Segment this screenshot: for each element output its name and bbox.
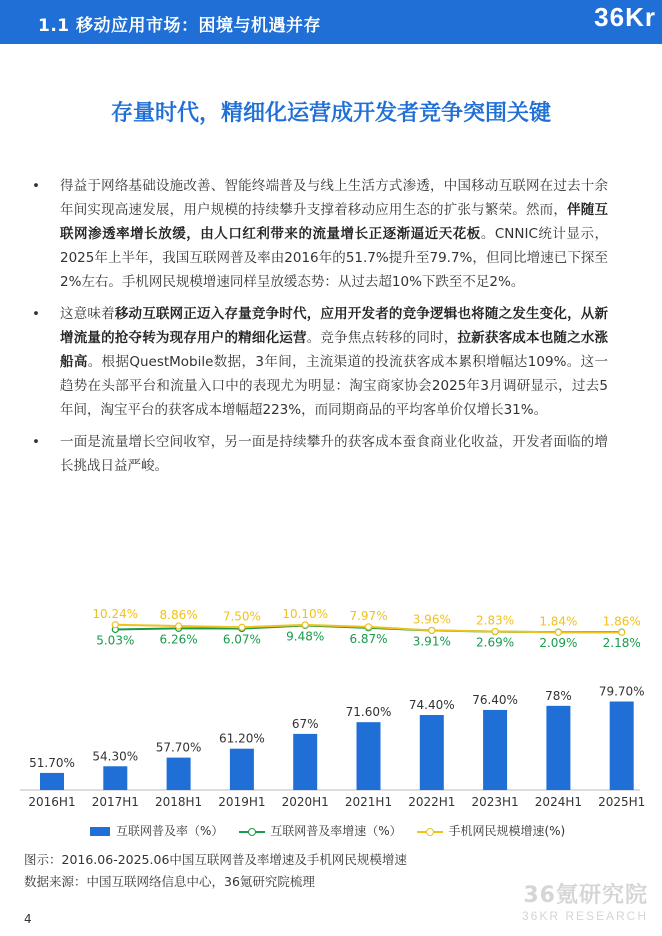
bullet-dot-icon: •: [32, 434, 40, 450]
mobile-growth-marker: [619, 629, 625, 635]
chart-caption: 图示：2016.06-2025.06中国互联网普及率增速及手机网民规模增速: [24, 852, 407, 867]
mobile-growth-marker: [366, 624, 372, 630]
bullet-segment: 一面是流量增长空间收窄，另一面是持续攀升的获客成本蚕食商业化收益，开发者面临的增长挑战日益严峻。: [60, 434, 608, 474]
legend-label: 手机网民规模增速(%): [448, 824, 566, 838]
mobile-growth-label: 3.96%: [412, 612, 451, 627]
bullet-dot-icon: •: [32, 178, 40, 194]
legend-bar-swatch: [90, 827, 110, 836]
mobile-growth-label: 10.10%: [282, 606, 329, 621]
x-tick-label: 2021H1: [344, 795, 393, 809]
legend-item-mobile-growth: [417, 822, 565, 839]
bar: [40, 773, 64, 790]
x-tick-label: 2016H1: [28, 795, 76, 809]
bar-data-label: 79.70%: [598, 684, 645, 699]
x-tick-label: 2022H1: [408, 795, 456, 809]
36kr-research-watermark: [522, 878, 648, 923]
bullet-text: [60, 434, 608, 474]
bar: [103, 766, 127, 790]
chart: [0, 596, 662, 846]
mobile-growth-label: 1.86%: [602, 614, 641, 629]
bullet-segment: 得益于网络基础设施改善、智能终端普及与线上生活方式渗透，中国移动互联网在过去十余年间实现高速发展，用户规模的持续攀升支撑着移动应用生态的扩张与繁荣。然而，: [60, 178, 608, 218]
36kr-logo: 36Kr: [594, 2, 656, 32]
bar-data-label: 61.20%: [219, 731, 265, 746]
bullet-emphasis: 移动互联网正迈入存量竞争时代，应用开发者的竞争逻辑也将随之发生变化，从新增流量的抢夺转为现存用户的精细化运营: [60, 306, 609, 346]
bullet-item: [32, 430, 608, 478]
mobile-growth-label: 2.83%: [476, 613, 515, 628]
bullet-segment: 。根据QuestMobile数据，3年间，主流渠道的投流获客成本累积增幅达109%。这一趋势在头部平台和流量入口中的表现尤为明显：淘宝商家协会2025年3月调研显示，过去5年间，淘宝平台的获客成本增幅超223%，而同期商品的平均客单价仅增长31%。: [60, 354, 608, 418]
bar: [293, 734, 317, 790]
top-banner: [0, 0, 662, 44]
bar-data-label: 54.30%: [92, 749, 139, 764]
bar-data-label: 76.40%: [472, 692, 518, 707]
bullet-segment: 这意味着: [60, 306, 115, 322]
mobile-growth-marker: [239, 624, 245, 630]
section-title: 1.1 移动应用市场：困境与机遇并存: [38, 16, 322, 36]
x-tick-label: 2017H1: [91, 795, 139, 809]
x-tick-label: 2020H1: [281, 795, 329, 809]
x-tick-label: 2019H1: [218, 795, 266, 809]
legend-yellow-line-swatch: [417, 827, 443, 836]
x-tick-label: 2024H1: [534, 795, 583, 809]
bar-data-label: 51.70%: [29, 755, 75, 770]
mobile-growth-label: 7.50%: [222, 609, 261, 624]
chart-svg: [0, 596, 662, 821]
mobile-growth-marker: [176, 623, 182, 629]
legend-label: 互联网普及率（%）: [116, 824, 224, 838]
mobile-growth-label: 8.86%: [159, 608, 198, 623]
penetration-growth-label: 6.87%: [349, 631, 388, 646]
bar: [546, 706, 570, 790]
legend-green-line-swatch: [239, 827, 265, 836]
x-tick-label: 2025H1: [598, 795, 646, 809]
bar: [610, 702, 634, 790]
bullet-emphasis: 伴随互联网渗透率增长放缓，由人口红利带来的流量增长正逐渐逼近天花板: [60, 202, 609, 242]
mobile-growth-label: 7.97%: [349, 608, 388, 623]
mobile-growth-label: 1.84%: [539, 614, 578, 629]
bullet-item: [32, 302, 609, 422]
bullet-text: [60, 178, 608, 290]
mobile-growth-marker: [492, 628, 498, 634]
penetration-growth-label: 5.03%: [96, 633, 135, 648]
data-source: 数据来源：中国互联网络信息中心，36氪研究院梳理: [24, 874, 315, 889]
bar: [167, 758, 191, 790]
mobile-growth-marker: [429, 627, 435, 633]
penetration-growth-label: 6.07%: [222, 632, 261, 647]
bar-data-label: 71.60%: [345, 705, 392, 720]
penetration-growth-label: 2.18%: [602, 636, 641, 651]
legend-label: 互联网普及率增速（%）: [270, 824, 402, 838]
bullet-list: [32, 174, 609, 486]
x-tick-label: 2018H1: [154, 795, 203, 809]
penetration-growth-label: 6.26%: [159, 632, 198, 647]
penetration-growth-label: 9.48%: [286, 629, 325, 644]
bar: [357, 722, 381, 790]
penetration-growth-label: 2.09%: [539, 636, 578, 651]
bullet-segment: 。竞争焦点转移的同时，: [306, 330, 458, 346]
bar-data-label: 67%: [291, 716, 319, 731]
watermark-line2: 36KR RESEARCH: [521, 909, 648, 923]
mobile-growth-marker: [112, 622, 118, 628]
bullet-item: [32, 174, 609, 294]
bar: [483, 710, 507, 790]
legend-item-penetration: [90, 822, 223, 839]
page-number: 4: [24, 912, 32, 926]
bullet-dot-icon: •: [32, 306, 40, 322]
bar: [420, 715, 444, 790]
bar-data-label: 57.70%: [155, 740, 202, 755]
page-headline: 存量时代，精细化运营成开发者竞争突围关键: [110, 101, 551, 126]
bar: [230, 749, 254, 790]
bar-data-label: 78%: [545, 688, 572, 703]
bar-data-label: 74.40%: [408, 698, 455, 713]
mobile-growth-marker: [555, 629, 561, 635]
penetration-growth-label: 3.91%: [412, 634, 451, 649]
watermark-line1: 36氪研究院: [523, 883, 648, 908]
bullet-emphasis: 拉新获客成本也随之水涨船高: [60, 330, 609, 370]
bullet-segment: 。CNNIC统计显示，2025年上半年，我国互联网普及率由2016年的51.7%提升至79.7%，但同比增速已下探至2%左右。手机网民规模增速同样呈放缓态势：从过去超10%下跌至不足2%。: [60, 226, 609, 290]
legend-item-penetration-growth: [239, 822, 401, 839]
x-tick-label: 2023H1: [471, 795, 519, 809]
mobile-growth-label: 10.24%: [92, 606, 139, 621]
mobile-growth-marker: [302, 622, 308, 628]
penetration-growth-label: 2.69%: [476, 635, 515, 650]
bullet-text: [60, 306, 608, 418]
chart-legend: [90, 822, 577, 839]
